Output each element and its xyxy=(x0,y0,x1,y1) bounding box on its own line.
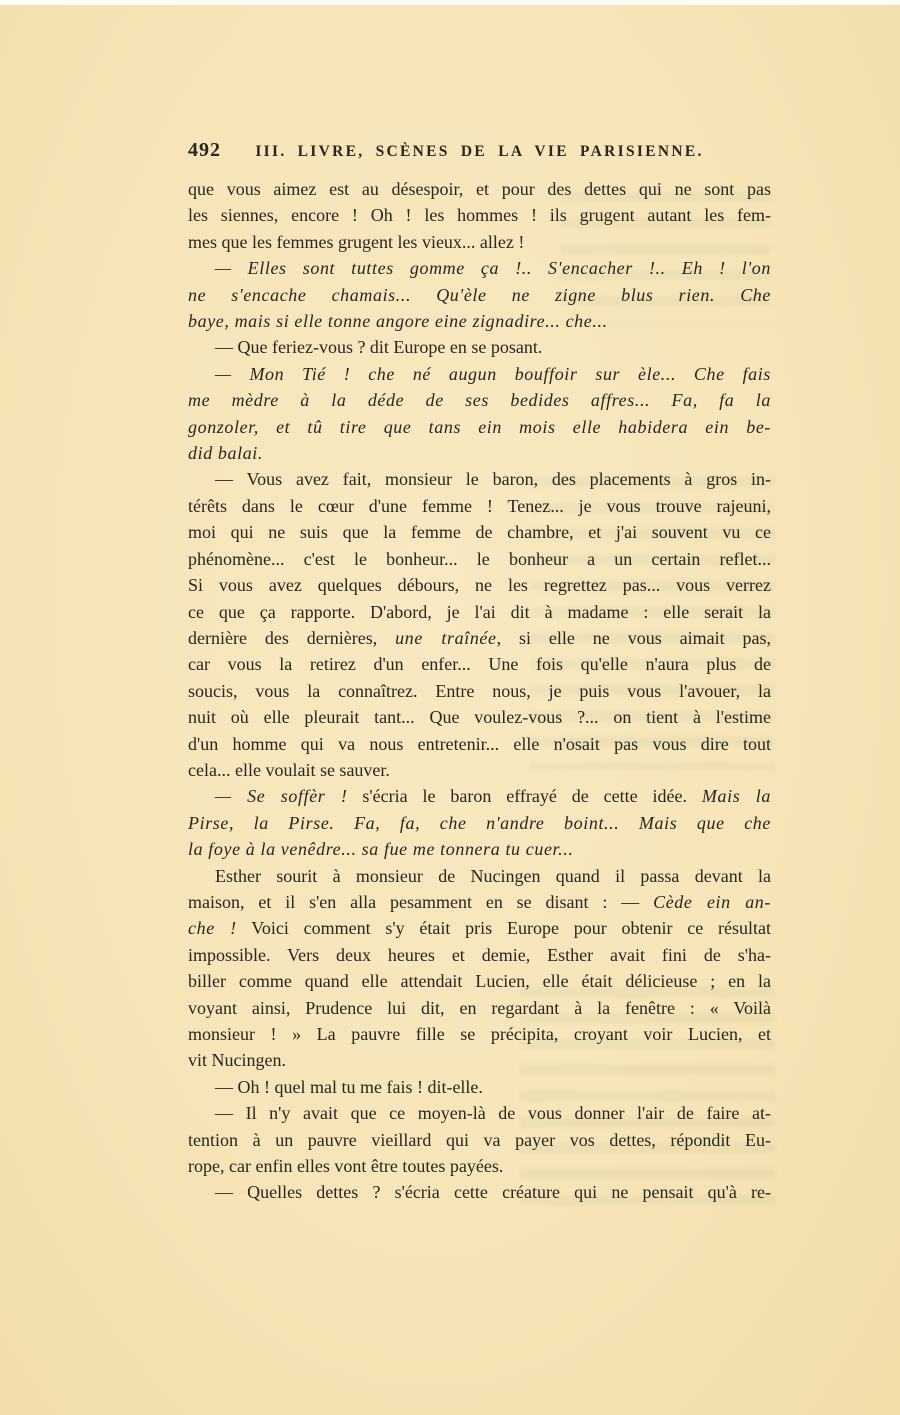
text-segment: moi qui ne suis que la femme de chambre, et j'ai souvent vu ce xyxy=(188,522,771,543)
text-segment: — Elles sont tuttes gomme ça !.. S'encacher !.. Eh ! l'on xyxy=(215,258,771,279)
text-line xyxy=(188,731,771,757)
running-title: III. LIVRE, SCÈNES DE LA VIE PARISIENNE. xyxy=(255,143,704,160)
text-line xyxy=(188,519,771,545)
text-segment: Mais la xyxy=(701,786,772,807)
text-segment: monsieur ! » La pauvre fille se précipita, croyant voir Lucien, et xyxy=(188,1024,771,1044)
text-segment: — Mon Tié ! che né augun bouffoir sur èle... Che fais xyxy=(215,363,771,384)
text-line xyxy=(188,572,771,598)
paragraph xyxy=(188,1100,771,1179)
text-segment: soucis, vous la connaîtrez. Entre nous, je puis vous l'avouer, la xyxy=(188,680,771,701)
text-line xyxy=(188,968,771,994)
text-segment: baye, mais si elle tonne angore eine zignadire... che... xyxy=(188,311,608,332)
text-line xyxy=(188,546,771,572)
text-line xyxy=(188,1021,771,1047)
text-line xyxy=(188,255,771,281)
text-line xyxy=(188,1127,771,1153)
text-line xyxy=(188,915,771,941)
paragraph xyxy=(188,466,771,783)
text-line xyxy=(188,810,771,836)
text-line xyxy=(188,229,771,255)
page-header xyxy=(188,138,771,162)
text-line xyxy=(188,176,771,202)
text-segment: gonzoler, et tû tire que tans ein mois elle habidera ein be- xyxy=(188,416,771,437)
text-line xyxy=(188,466,771,492)
text-block-body xyxy=(188,176,771,1206)
text-segment: ne s'encache chamais... Qu'èle ne zigne blus rien. Che xyxy=(188,284,771,305)
text-segment: impossible. Vers deux heures et demie, Esther avait fini de s'ha- xyxy=(188,944,771,965)
text-segment: rope, car enfin elles vont être toutes payées. xyxy=(188,1156,504,1177)
paragraph xyxy=(188,255,771,334)
text-segment: s'écria le baron effrayé de cette idée. xyxy=(347,786,702,807)
text-line xyxy=(188,625,771,651)
text-line xyxy=(188,282,771,308)
text-segment: maison, et il s'en alla pesamment en se disant : — xyxy=(188,891,654,912)
text-line xyxy=(188,995,771,1021)
text-segment: biller comme quand elle attendait Lucien, elle était délicieuse ; en la xyxy=(188,971,771,992)
paragraph xyxy=(188,361,771,467)
text-line xyxy=(188,440,771,466)
text-segment: me mèdre à la déde de ses bedides affres... Fa, fa la xyxy=(188,390,771,411)
text-line xyxy=(188,361,771,387)
paragraph xyxy=(188,334,771,360)
text-block xyxy=(188,138,771,1206)
text-line xyxy=(188,1179,771,1205)
text-segment: Cède ein an- xyxy=(653,891,771,912)
text-segment: d'un homme qui va nous entretenir... elle n'osait pas vous dire tout xyxy=(188,733,771,754)
text-line xyxy=(188,493,771,519)
text-segment: que vous aimez est au désespoir, et pour des dettes qui ne sont pas xyxy=(188,179,771,199)
paragraph xyxy=(188,783,771,862)
text-line xyxy=(188,836,771,862)
text-segment: — Quelles dettes ? s'écria cette créature qui ne pensait qu'à re- xyxy=(215,1182,771,1203)
text-segment: did balai. xyxy=(188,443,264,464)
text-segment: les siennes, encore ! Oh ! les hommes ! ils grugent autant les fem- xyxy=(188,205,771,226)
text-line xyxy=(188,704,771,730)
text-line xyxy=(188,942,771,968)
text-segment: tention à un pauvre vieillard qui va payer vos dettes, répondit Eu- xyxy=(188,1129,771,1150)
text-segment: — Oh ! quel mal tu me fais ! dit-elle. xyxy=(215,1076,483,1097)
text-segment: térêts dans le cœur d'une femme ! Tenez... je vous trouve rajeuni, xyxy=(188,495,771,516)
text-line xyxy=(188,387,771,413)
text-line xyxy=(188,1074,771,1100)
text-segment: cela... elle voulait se sauver. xyxy=(188,759,390,780)
text-segment: Esther sourit à monsieur de Nucingen quand il passa devant la xyxy=(215,865,771,886)
page-number: 492 xyxy=(188,139,221,161)
text-line xyxy=(188,863,771,889)
text-segment: voyant ainsi, Prudence lui dit, en regardant à la fenêtre : « Voilà xyxy=(188,997,771,1018)
text-segment: ce que ça rapporte. D'abord, je l'ai dit à madame : elle serait la xyxy=(188,601,771,622)
text-segment: car vous la retirez d'un enfer... Une fois qu'elle n'aura plus de xyxy=(188,654,771,675)
text-line xyxy=(188,414,771,440)
text-line xyxy=(188,599,771,625)
text-line xyxy=(188,1153,771,1179)
text-line xyxy=(188,1047,771,1073)
text-line xyxy=(188,678,771,704)
text-segment: dernière des dernières, xyxy=(188,627,396,648)
text-line xyxy=(188,334,771,360)
paragraph xyxy=(188,1074,771,1100)
paragraph xyxy=(188,863,771,1074)
text-segment: — Que feriez-vous ? dit Europe en se posant. xyxy=(215,337,543,358)
text-line xyxy=(188,757,771,783)
text-segment: — Vous avez fait, monsieur le baron, des placements à gros in- xyxy=(215,469,771,490)
text-segment: une traînée xyxy=(395,627,497,648)
text-segment: Voici comment s'y était pris Europe pour obtenir ce résultat xyxy=(236,918,771,939)
text-line xyxy=(188,308,771,334)
text-segment: , si elle ne vous aimait pas, xyxy=(496,627,771,648)
scan-edge xyxy=(0,0,900,5)
text-segment: — Il n'y avait que ce moyen-là de vous donner l'air de faire at- xyxy=(215,1103,771,1124)
text-segment: vit Nucingen. xyxy=(188,1050,286,1071)
paragraph xyxy=(188,176,771,255)
text-segment: phénomène... c'est le bonheur... le bonheur a un certain reflet... xyxy=(188,548,771,569)
text-line xyxy=(188,889,771,915)
text-line xyxy=(188,651,771,677)
text-segment: — Se soffèr ! xyxy=(215,786,348,807)
text-segment: mes que les femmes grugent les vieux... allez ! xyxy=(188,231,525,252)
text-segment: la foye à la venêdre... sa fue me tonnera tu cuer... xyxy=(188,839,574,860)
text-segment: Si vous avez quelques débours, ne les regrettez pas... vous verrez xyxy=(188,575,771,596)
text-line xyxy=(188,202,771,228)
text-segment: che ! xyxy=(188,918,237,939)
text-line xyxy=(188,1100,771,1126)
text-line xyxy=(188,783,771,809)
paragraph xyxy=(188,1179,771,1205)
text-segment: nuit où elle pleurait tant... Que voulez-vous ?... on tient à l'estime xyxy=(188,707,771,728)
text-segment: Pirse, la Pirse. Fa, fa, che n'andre boint... Mais que che xyxy=(188,812,771,833)
